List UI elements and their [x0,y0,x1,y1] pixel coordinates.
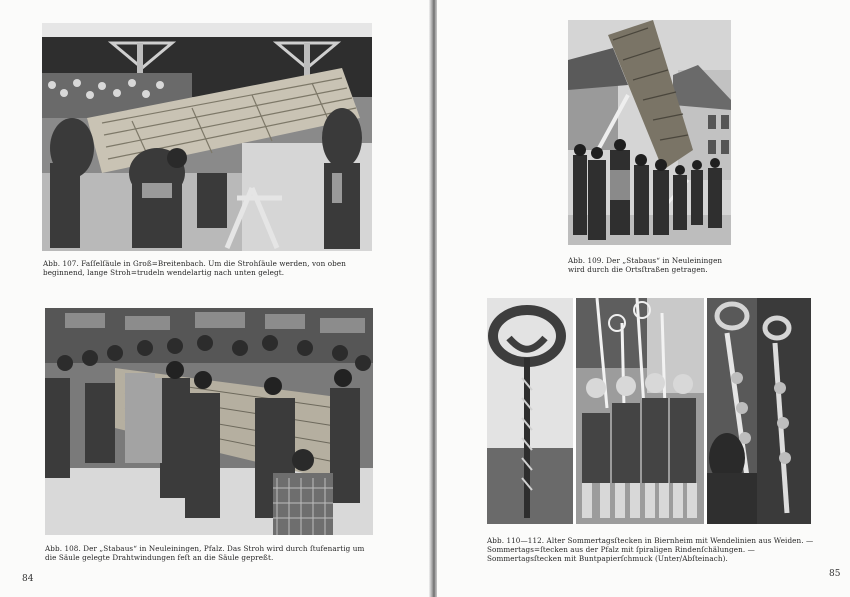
photo-straw-column-groß-breitenbach [42,23,372,251]
photo-sommertagsstecken-triptych [487,298,811,524]
page-number-right: 85 [829,569,841,579]
photo-107-image [42,23,372,251]
caption-abb-109: Abb. 109. Der „Stabaus“ in Neuleiningen wird durch die Ortsſtraßen getragen. [568,256,723,275]
right-page [437,0,850,597]
photo-108-image [45,308,373,535]
caption-abb-110-112: Abb. 110—112. Alter Sommertagsſtecken in Biernheim mit Wendelinien aus Weiden. — Sommertags=ſtecken aus der Pfalz mit ſpiraligen Rindenſchälungen. — Sommertagsſtecken mit Buntpapierſchmuck (Unter/Abſteinach). [487,536,814,564]
caption-abb-107: Abb. 107. Faſſelſäule in Groß=Breitenbach. Um die Strohſäule werden, von oben beginnend, lange Stroh=trudeln wendelartig nach unten gelegt. [43,259,346,278]
photo-110-112-image [487,298,811,524]
caption-abb-108: Abb. 108. Der „Stabaus“ in Neuleiningen, Pfalz. Das Stroh wird durch ſtufenartig um die Säule gelegte Drahtwindungen feſt an die Säule gepreßt. [45,544,365,563]
photo-stabaus-neuleiningen-crowd [45,308,373,535]
photo-stabaus-carried-street [568,20,731,245]
photo-109-image [568,20,731,245]
page-number-left: 84 [22,574,34,584]
